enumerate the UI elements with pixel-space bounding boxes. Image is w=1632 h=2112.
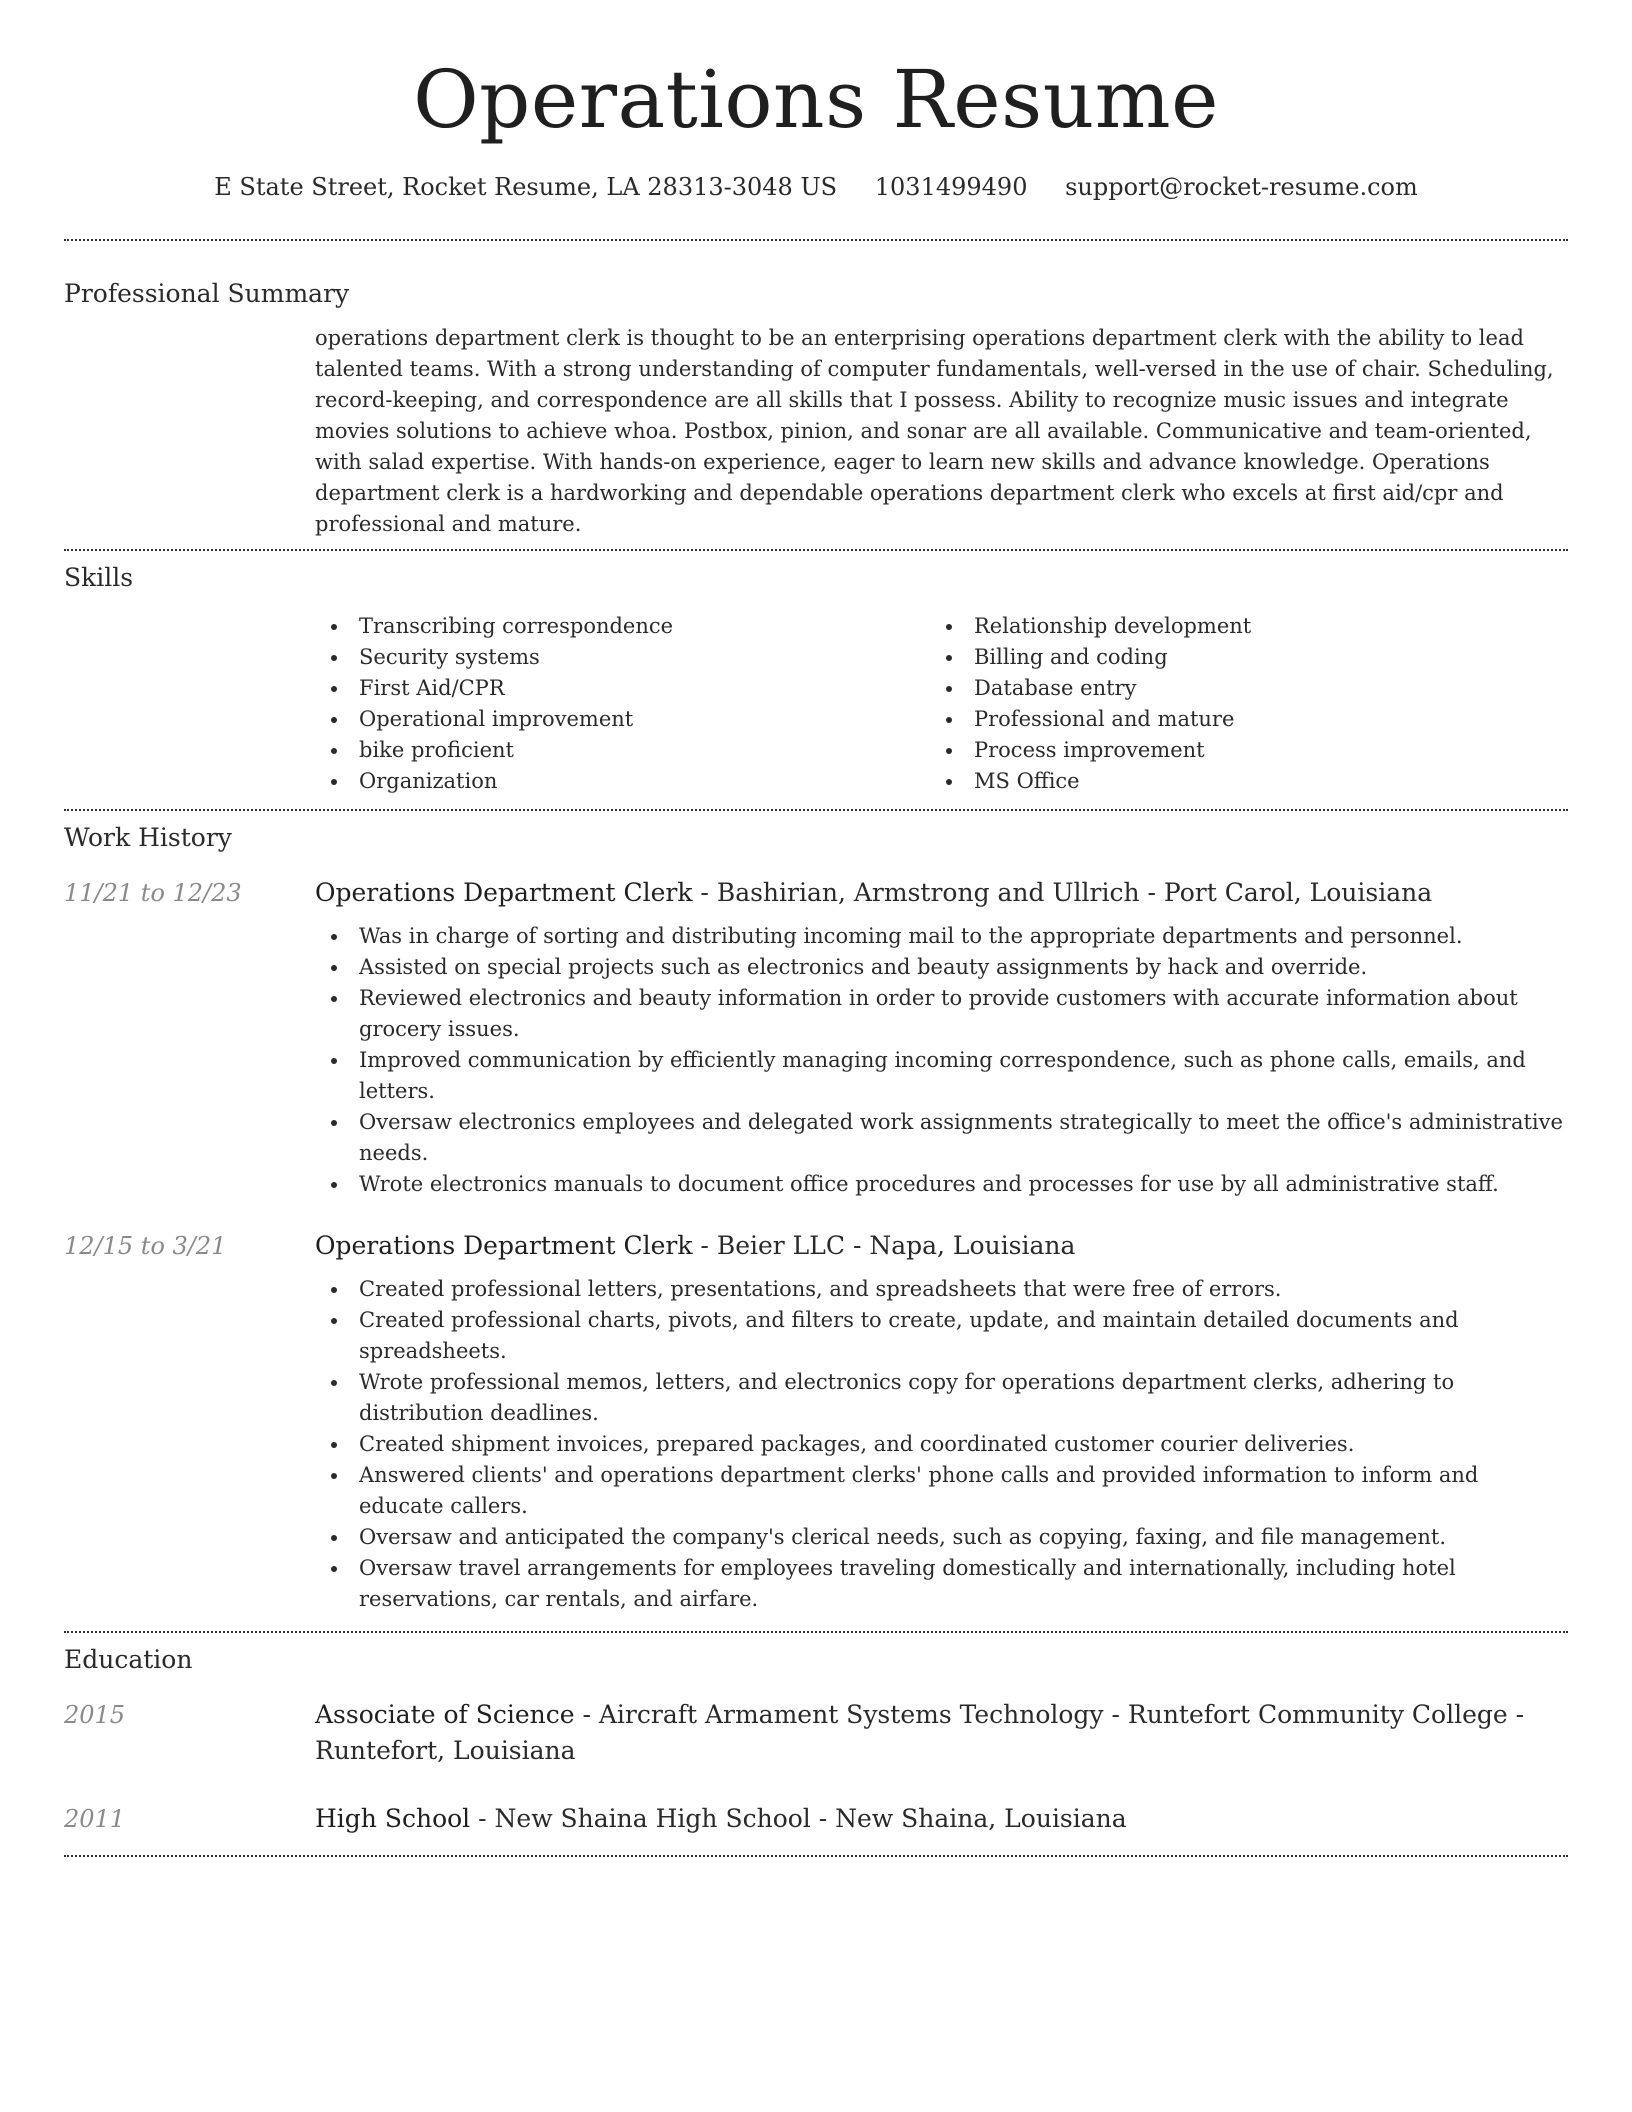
skills-list [315, 611, 1568, 797]
duty-item: Created professional letters, presentations, and spreadsheets that were free of errors. [315, 1274, 1568, 1305]
duty-item: Assisted on special projects such as electronics and beauty assignments by hack and override. [315, 952, 1568, 983]
job-heading [315, 1228, 1568, 1264]
skill-item: bike proficient [315, 735, 930, 766]
job-dates: 11/21 to 12/23 [64, 879, 242, 907]
skill-item: MS Office [930, 766, 1545, 797]
duty-item: Oversaw and anticipated the company's clerical needs, such as copying, faxing, and file management. [315, 1522, 1568, 1553]
skill-item: Professional and mature [930, 704, 1545, 735]
job-employer: - Beier LLC - Napa, Louisiana [692, 1231, 1076, 1260]
duty-item: Was in charge of sorting and distributing incoming mail to the appropriate departments and personnel. [315, 921, 1568, 952]
section-title-skills: Skills [64, 563, 134, 592]
divider [64, 1855, 1568, 1857]
job-entry [64, 875, 1568, 911]
skill-item: Process improvement [930, 735, 1545, 766]
skills-column-left [315, 611, 930, 797]
duty-item: Oversaw electronics employees and delegated work assignments strategically to meet the office's administrative needs. [315, 1107, 1568, 1169]
education-heading [315, 1801, 1568, 1837]
duty-item: Created shipment invoices, prepared packages, and coordinated customer courier deliveries. [315, 1429, 1568, 1460]
section-title-summary: Professional Summary [64, 279, 350, 308]
divider [64, 239, 1568, 241]
skill-item: Organization [315, 766, 930, 797]
job-entry [64, 1228, 1568, 1264]
skills-column-right [930, 611, 1545, 797]
skill-item: First Aid/CPR [315, 673, 930, 704]
education-heading [315, 1697, 1568, 1769]
contact-email: support@rocket-resume.com [1065, 173, 1418, 201]
section-title-work: Work History [64, 823, 232, 852]
job-heading [315, 875, 1568, 911]
duty-item: Wrote professional memos, letters, and electronics copy for operations department clerks, adhering to distribution deadlines. [315, 1367, 1568, 1429]
education-school: - New Shaina High School - New Shaina, Louisiana [470, 1804, 1127, 1833]
duty-item: Oversaw travel arrangements for employees traveling domestically and internationally, including hotel reservations, car rentals, and airfare. [315, 1553, 1568, 1615]
job-duties [315, 921, 1568, 1200]
divider [64, 809, 1568, 811]
divider [64, 1631, 1568, 1633]
skill-item: Operational improvement [315, 704, 930, 735]
job-duties [315, 1274, 1568, 1615]
duty-item: Reviewed electronics and beauty information in order to provide customers with accurate information about grocery issues. [315, 983, 1568, 1045]
resume-title: Operations Resume [413, 53, 1219, 146]
resume-page [64, 0, 1568, 1857]
education-entry [64, 1801, 1568, 1837]
section-title-education: Education [64, 1645, 193, 1674]
education-entry [64, 1697, 1568, 1769]
education-degree: High School [315, 1804, 471, 1833]
duty-item: Improved communication by efficiently managing incoming correspondence, such as phone calls, emails, and letters. [315, 1045, 1568, 1107]
education-year: 2011 [64, 1805, 126, 1833]
skill-item: Database entry [930, 673, 1545, 704]
skill-item: Relationship development [930, 611, 1545, 642]
job-role: Operations Department Clerk [315, 878, 693, 907]
duty-item: Answered clients' and operations department clerks' phone calls and provided information to inform and educate callers. [315, 1460, 1568, 1522]
education-degree: Associate of Science [315, 1700, 575, 1729]
skill-item: Transcribing correspondence [315, 611, 930, 642]
divider [64, 549, 1568, 551]
job-employer: - Bashirian, Armstrong and Ullrich - Port Carol, Louisiana [692, 878, 1433, 907]
contact-phone: 1031499490 [874, 173, 1028, 201]
duty-item: Wrote electronics manuals to document office procedures and processes for use by all administrative staff. [315, 1169, 1568, 1200]
skill-item: Billing and coding [930, 642, 1545, 673]
job-dates: 12/15 to 3/21 [64, 1232, 227, 1260]
skill-item: Security systems [315, 642, 930, 673]
summary-text: operations department clerk is thought to be an enterprising operations department clerk with the ability to lead talented teams. With a strong understanding of computer fundamentals, well-versed in the use of chair. Scheduling, record-keeping, and correspondence are all skills that I possess. Ability to recognize music issues and integrate movies solutions to achieve whoa. Postbox, pinion, and sonar are all available. Communicative and team-oriented, with salad expertise. With hands-on experience, eager to learn new skills and advance knowledge. Operations department clerk is a hardworking and dependable operations department clerk who excels at first aid/cpr and professional and mature. [315, 326, 1554, 536]
education-school: - Aircraft Armament Systems Technology - Runtefort Community College - Runtefort, Louisiana [315, 1700, 1525, 1765]
contact-address: E State Street, Rocket Resume, LA 28313-3048 US [214, 173, 838, 201]
education-year: 2015 [64, 1701, 126, 1729]
job-role: Operations Department Clerk [315, 1231, 693, 1260]
contact-line [64, 170, 1568, 204]
duty-item: Created professional charts, pivots, and filters to create, update, and maintain detailed documents and spreadsheets. [315, 1305, 1568, 1367]
